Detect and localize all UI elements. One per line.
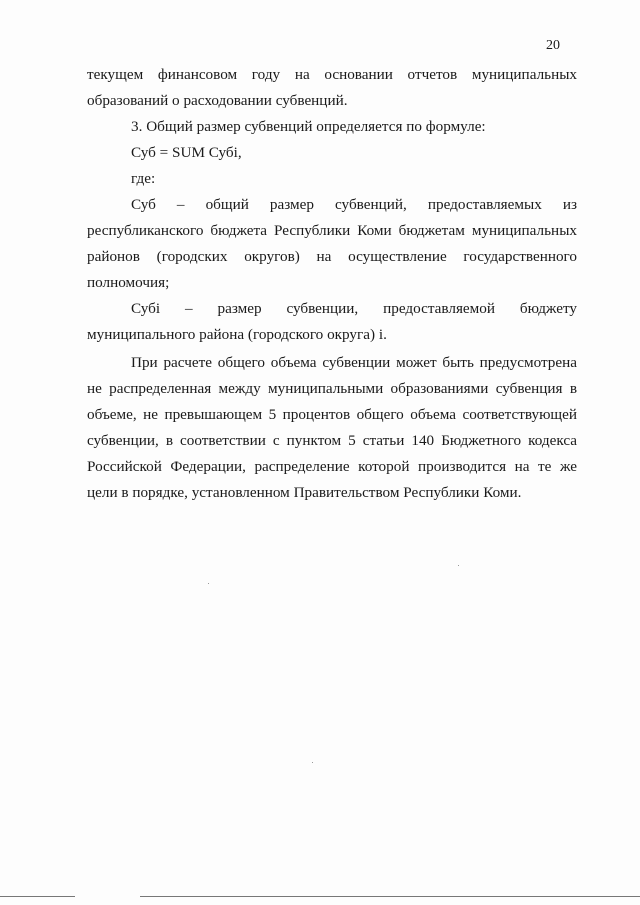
text-line: полномочия; (87, 274, 170, 291)
text-line: объеме, не превышающем 5 процентов общего объема соответствующей (87, 406, 577, 423)
text-line: не распределенная между муниципальными образованиями субвенция в (87, 380, 577, 397)
text-line: субвенции, в соответствии с пунктом 5 статьи 140 Бюджетного кодекса (87, 432, 577, 449)
text-line: 3. Общий размер субвенций определяется по формуле: (131, 118, 486, 135)
text-line: муниципального района (городского округа) i. (87, 326, 387, 343)
text-line: Суб – общий размер субвенций, предоставляемых из (131, 196, 577, 213)
text-line: районов (городских округов) на осуществление государственного (87, 248, 577, 265)
text-line: образований о расходовании субвенций. (87, 92, 348, 109)
text-line: текущем финансовом году на основании отчетов муниципальных (87, 66, 577, 83)
scan-edge-line (140, 896, 640, 897)
page-number: 20 (546, 38, 560, 53)
formula: Суб = SUM Субi, (131, 144, 242, 161)
scan-edge-line (0, 896, 75, 897)
text-line: Субi – размер субвенции, предоставляемой бюджету (131, 300, 577, 317)
text-line: республиканского бюджета Республики Коми бюджетам муниципальных (87, 222, 577, 239)
text-line: цели в порядке, установленном Правительством Республики Коми. (87, 484, 522, 501)
text-line: Российской Федерации, распределение которой производится на те же (87, 458, 577, 475)
scan-speck (208, 583, 209, 584)
text-line: где: (131, 170, 156, 187)
scan-speck (458, 565, 459, 566)
scan-speck (312, 762, 313, 763)
text-line: При расчете общего объема субвенции может быть предусмотрена (131, 354, 577, 371)
document-body (87, 62, 577, 506)
